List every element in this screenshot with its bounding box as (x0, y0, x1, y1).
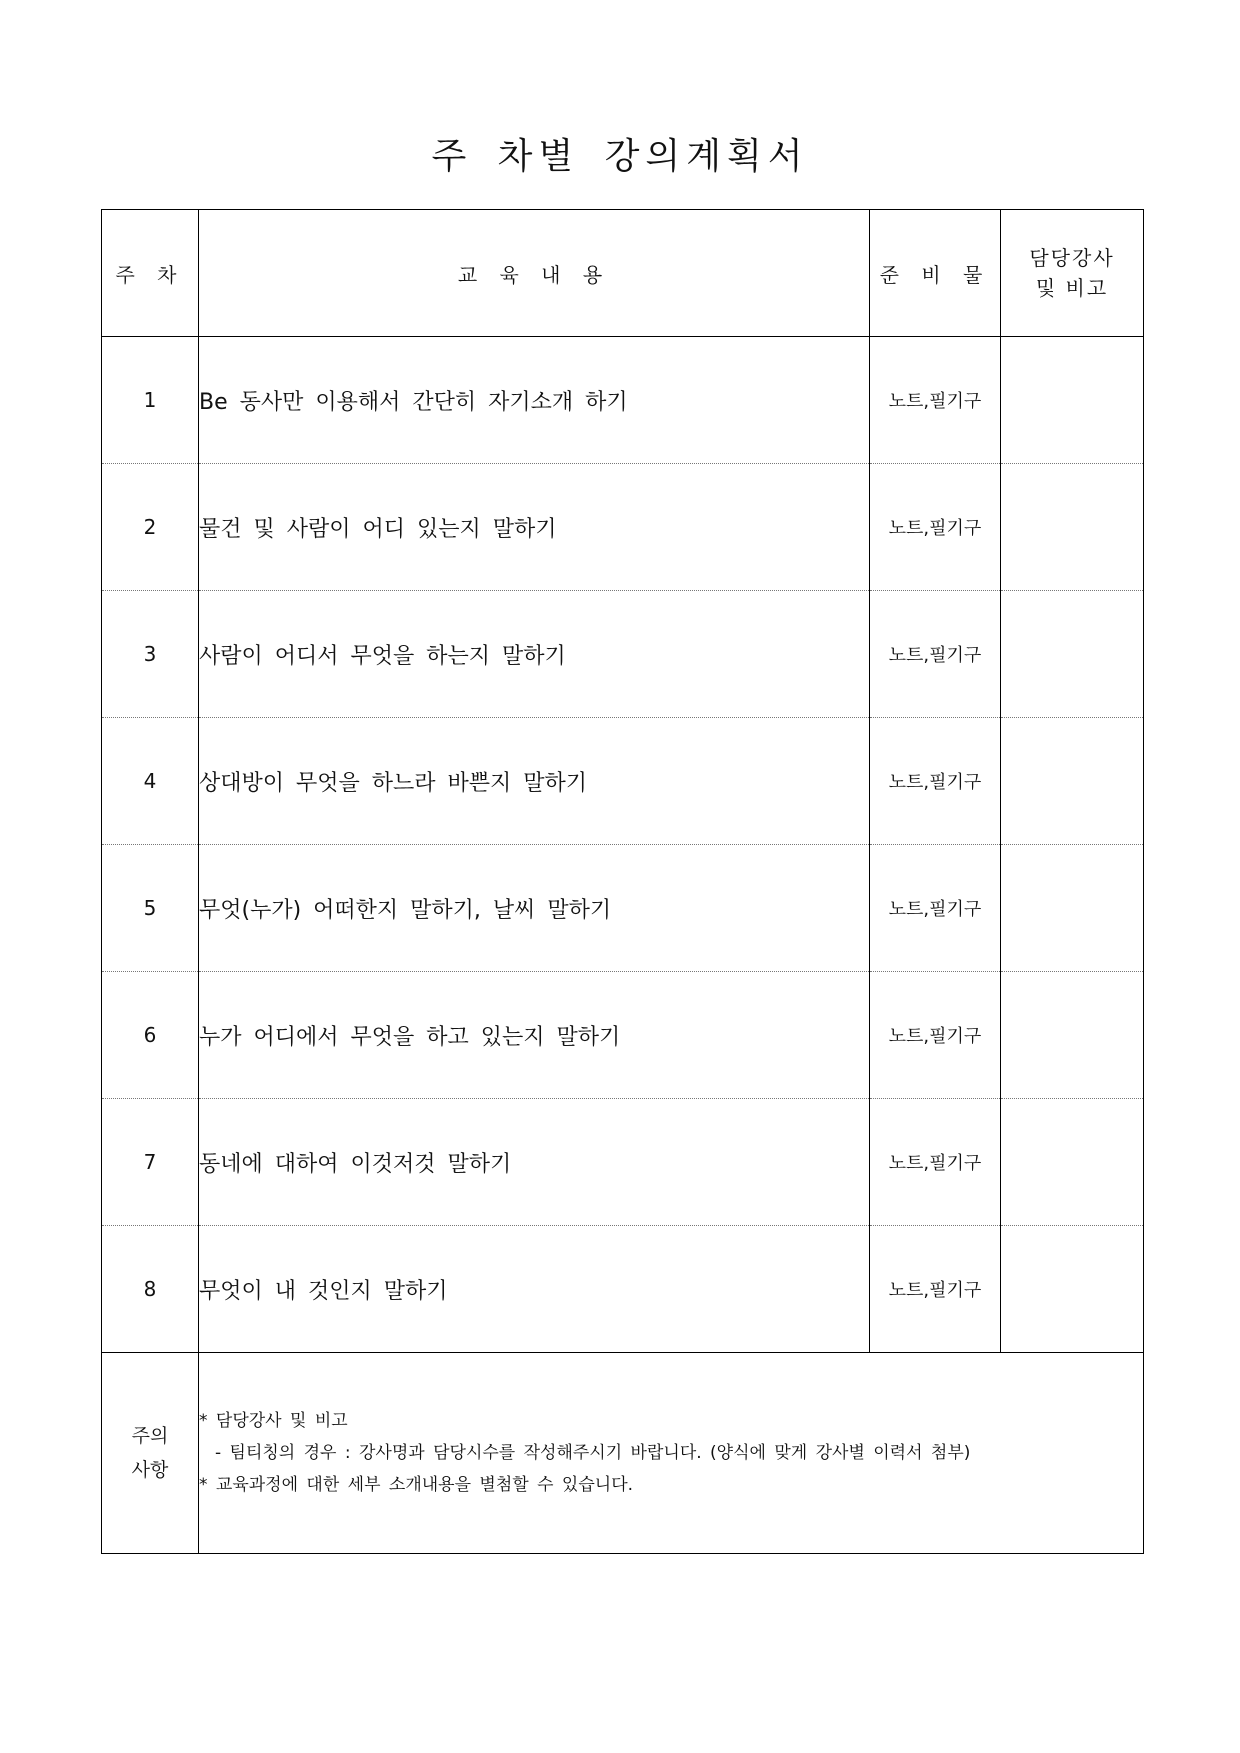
header-note-line2: 및 비고 (1035, 276, 1109, 300)
week-number: 4 (102, 718, 199, 845)
week-materials: 노트,필기구 (870, 845, 1001, 972)
header-content: 교 육 내 용 (199, 210, 870, 337)
week-topic: 사람이 어디서 무엇을 하는지 말하기 (199, 591, 870, 718)
week-number: 7 (102, 1099, 199, 1226)
week-note (1001, 1226, 1144, 1353)
header-instructor-note (1001, 210, 1144, 337)
week-topic: 누가 어디에서 무엇을 하고 있는지 말하기 (199, 972, 870, 1099)
caution-row (102, 1353, 1144, 1554)
week-topic: 상대방이 무엇을 하느라 바쁜지 말하기 (199, 718, 870, 845)
table-row (102, 464, 1144, 591)
week-materials: 노트,필기구 (870, 464, 1001, 591)
week-number: 2 (102, 464, 199, 591)
header-materials: 준 비 물 (870, 210, 1001, 337)
week-number: 5 (102, 845, 199, 972)
week-number: 8 (102, 1226, 199, 1353)
week-topic: 물건 및 사람이 어디 있는지 말하기 (199, 464, 870, 591)
caution-label (102, 1353, 199, 1554)
caution-note-line: - 팀티칭의 경우 : 강사명과 담당시수를 작성해주시기 바랍니다. (양식에 맞게 강사별 이력서 첨부) (215, 1443, 971, 1463)
document-title: 주 차별 강의계획서 (431, 136, 809, 177)
week-topic: 무엇(누가) 어떠한지 말하기, 날씨 말하기 (199, 845, 870, 972)
table-row (102, 337, 1144, 464)
table-row (102, 845, 1144, 972)
caution-label-line2: 사항 (131, 1459, 169, 1481)
table-header-row (102, 210, 1144, 337)
table-row (102, 591, 1144, 718)
week-note (1001, 591, 1144, 718)
week-topic: 무엇이 내 것인지 말하기 (199, 1226, 870, 1353)
week-note (1001, 464, 1144, 591)
caution-label-line1: 주의 (131, 1425, 169, 1447)
table-row (102, 972, 1144, 1099)
header-note-line1: 담당강사 (1029, 246, 1115, 270)
week-number: 6 (102, 972, 199, 1099)
caution-note-line: * 교육과정에 대한 세부 소개내용을 별첨할 수 있습니다. (199, 1475, 634, 1495)
week-materials: 노트,필기구 (870, 972, 1001, 1099)
week-note (1001, 972, 1144, 1099)
week-materials: 노트,필기구 (870, 337, 1001, 464)
table-row (102, 1226, 1144, 1353)
week-materials: 노트,필기구 (870, 591, 1001, 718)
table-row (102, 1099, 1144, 1226)
caution-notes (199, 1353, 1144, 1554)
week-materials: 노트,필기구 (870, 1226, 1001, 1353)
week-topic: 동네에 대하여 이것저것 말하기 (199, 1099, 870, 1226)
lecture-plan-table (101, 209, 1144, 1554)
week-note (1001, 718, 1144, 845)
week-topic: Be 동사만 이용해서 간단히 자기소개 하기 (199, 337, 870, 464)
week-number: 3 (102, 591, 199, 718)
table-row (102, 718, 1144, 845)
week-note (1001, 337, 1144, 464)
week-materials: 노트,필기구 (870, 718, 1001, 845)
header-week: 주 차 (102, 210, 199, 337)
week-materials: 노트,필기구 (870, 1099, 1001, 1226)
week-number: 1 (102, 337, 199, 464)
week-note (1001, 1099, 1144, 1226)
caution-note-line: * 담당강사 및 비고 (199, 1411, 348, 1431)
week-note (1001, 845, 1144, 972)
